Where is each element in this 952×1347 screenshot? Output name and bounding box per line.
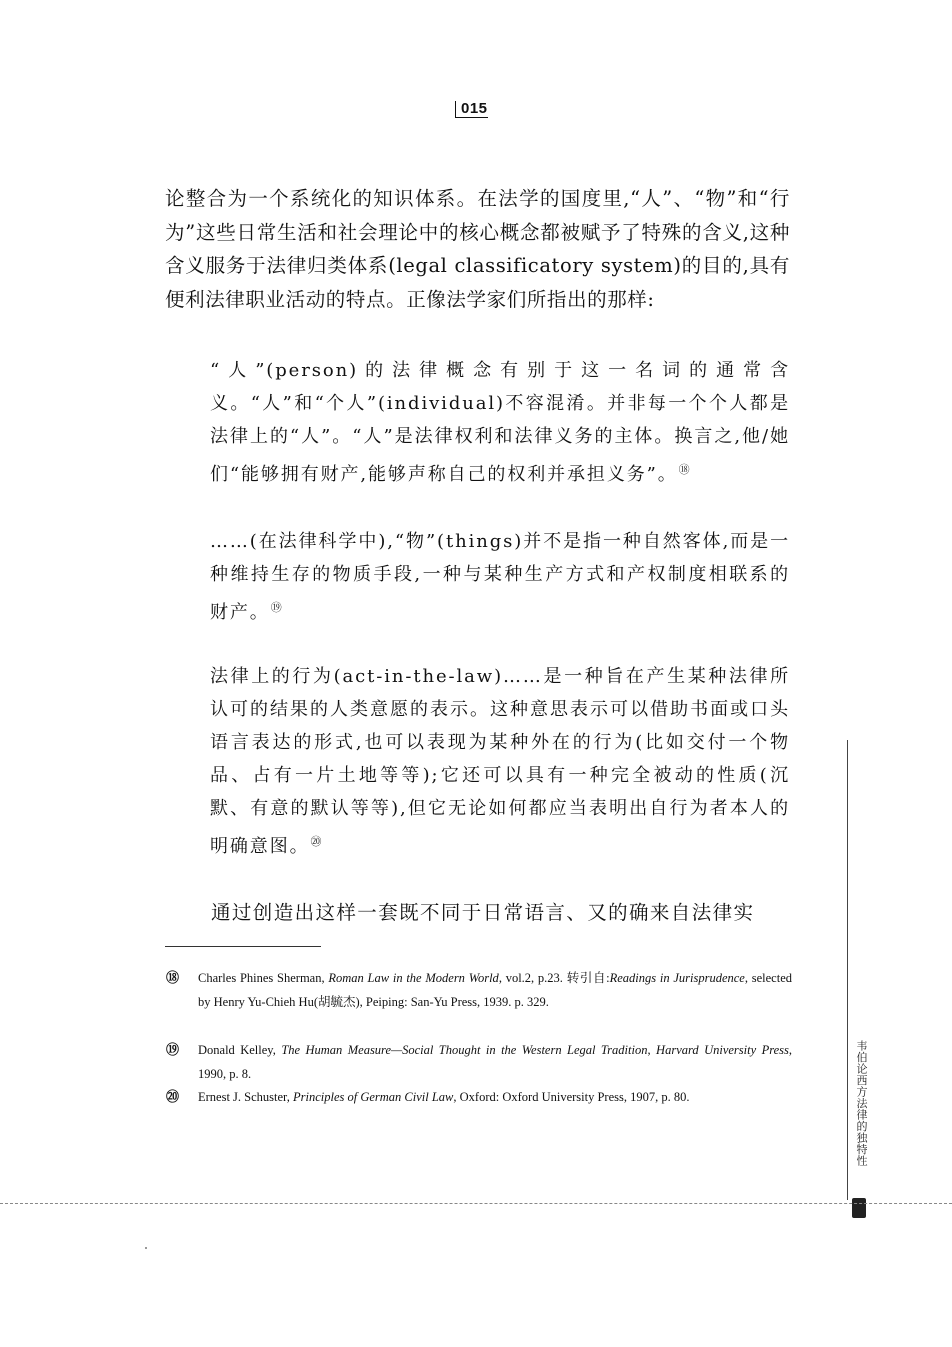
- footnote-title: Principles of German Civil Law: [292, 1090, 454, 1104]
- footnote-ref-19[interactable]: ⑲: [270, 601, 282, 614]
- body-paragraph-continuation: 通过创造出这样一套既不同于日常语言、又的确来自法律实: [211, 901, 755, 924]
- footnote-author: Charles Phines Sherman,: [198, 971, 329, 985]
- footnote-title: Roman Law in the Modern World: [328, 971, 499, 985]
- footnote-text-2: , selected by Henry Yu-Chieh Hu(胡毓杰), Peiping: San-Yu Press, 1939. p. 329.: [198, 971, 792, 1009]
- footnote-author: Ernest J. Schuster,: [198, 1090, 293, 1104]
- block-quote-act: [210, 660, 790, 863]
- block-quote-things: [210, 525, 790, 629]
- block-quote-things-text: ……(在法律科学中),“物”(things)并不是指一种自然客体,而是一种维持生存的物质手段,一种与某种生产方式和产权制度相联系的财产。: [210, 531, 790, 623]
- block-quote-person-text: “人”(person)的法律概念有别于这一名词的通常含义。“人”和“个人”(individual)不容混淆。并非每一个个人都是法律上的“人”。“人”是法律权利和法律义务的主体。换言之,他/她们“能够拥有财产,能够声称自己的权利并承担义务”。: [210, 360, 790, 485]
- footnote-19: [166, 1038, 793, 1086]
- footnote-text: , vol.2, p.23. 转引自:: [498, 971, 610, 985]
- footnote-separator: [165, 946, 321, 947]
- dotted-page-rule: [0, 1203, 952, 1204]
- body-paragraph-intro: 论整合为一个系统化的知识体系。在法学的国度里,“人”、“物”和“行为”这些日常生活和社会理论中的核心概念都被赋予了特殊的含义,这种含义服务于法律归类体系(legal classificatory system)的目的,具有便利法律职业活动的特点。正像法学家们所指出的那样:: [165, 187, 790, 311]
- footnote-marker: ⑱: [166, 970, 180, 985]
- page-edge-mark: [852, 1198, 866, 1218]
- footnote-marker: ⑲: [166, 1042, 180, 1057]
- footnote-author: Donald Kelley,: [198, 1043, 282, 1057]
- footnote-18: [166, 966, 792, 1014]
- footnote-text-2: , 1990, p. 8.: [198, 1043, 793, 1081]
- margin-rule: [847, 740, 848, 1200]
- footnote-title-2: Readings in Jurisprudence: [609, 971, 745, 985]
- running-chapter-title: 韦伯论西方法律的独特性: [855, 1040, 868, 1167]
- footnote-text: , Oxford: Oxford University Press, 1907, p. 80.: [453, 1090, 690, 1104]
- footnote-20: [166, 1085, 792, 1109]
- footnote-ref-18[interactable]: ⑱: [678, 463, 690, 476]
- footnote-ref-20[interactable]: ⑳: [310, 835, 322, 848]
- page-number: 015: [455, 101, 488, 118]
- block-quote-person: [210, 354, 790, 491]
- block-quote-act-text: 法律上的行为(act-in-the-law)……是一种旨在产生某种法律所认可的结果的人类意愿的表示。这种意思表示可以借助书面或口头语言表达的形式,也可以表现为某种外在的行为(比如交付一个物品、占有一片土地等等);它还可以具有一种完全被动的性质(沉默、有意的默认等等),但它无论如何都应当表明出自行为者本人的明确意图。: [210, 666, 790, 857]
- footnote-text: ,: [647, 1043, 657, 1057]
- footnote-title-2: Harvard University Press: [656, 1043, 789, 1057]
- footnote-title: The Human Measure—Social Thought in the Western Legal Tradition: [281, 1043, 648, 1057]
- footnote-marker: ⑳: [166, 1089, 180, 1104]
- scan-speck: [145, 1247, 147, 1249]
